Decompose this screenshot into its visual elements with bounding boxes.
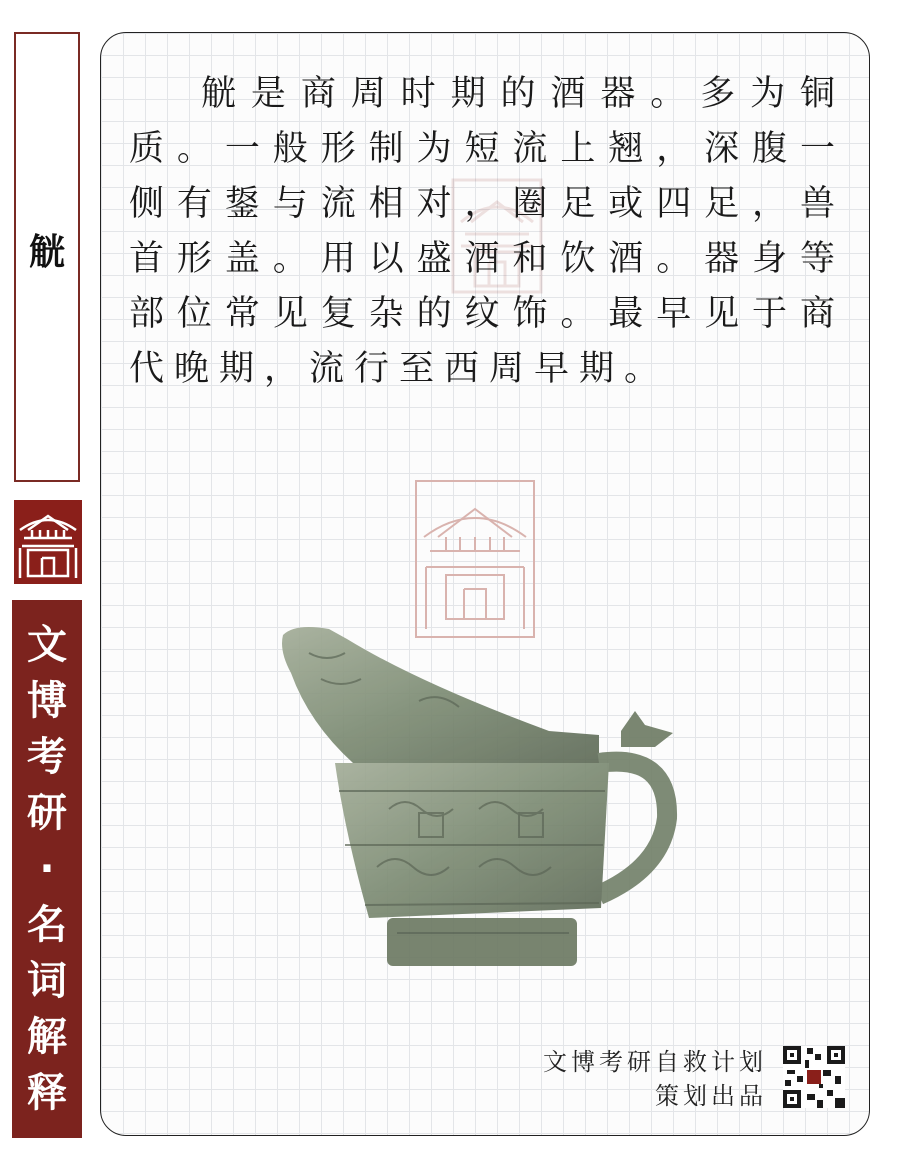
term-frame — [14, 32, 80, 482]
series-char: 研 — [27, 790, 67, 836]
footer-credit — [543, 1045, 767, 1113]
series-char: 释 — [27, 1070, 67, 1116]
series-char: · — [39, 846, 55, 892]
series-char: 词 — [27, 958, 67, 1004]
term-title: 觥 — [28, 232, 65, 273]
footer-line-2: 策划出品 — [655, 1082, 767, 1110]
gong-vessel-image — [269, 613, 699, 977]
series-char: 文 — [27, 622, 67, 668]
series-char: 解 — [27, 1014, 67, 1060]
explanation-card — [100, 32, 870, 1136]
qr-code-icon[interactable] — [783, 1046, 845, 1108]
series-char: 博 — [27, 678, 67, 724]
term-description: 觥是商周时期的酒器。多为铜质。一般形制为短流上翘，深腹一侧有鋬与流相对，圈足或四足，兽首形盖。用以盛酒和饮酒。器身等部位常见复杂的纹饰。最早见于商代晚期，流行至西周早期。 — [129, 74, 845, 389]
series-char: 名 — [27, 902, 67, 948]
series-char: 考 — [27, 734, 67, 780]
series-label-bar — [12, 600, 82, 1138]
footer-line-1: 文博考研自救计划 — [543, 1048, 767, 1076]
museum-seal-icon — [14, 500, 82, 584]
